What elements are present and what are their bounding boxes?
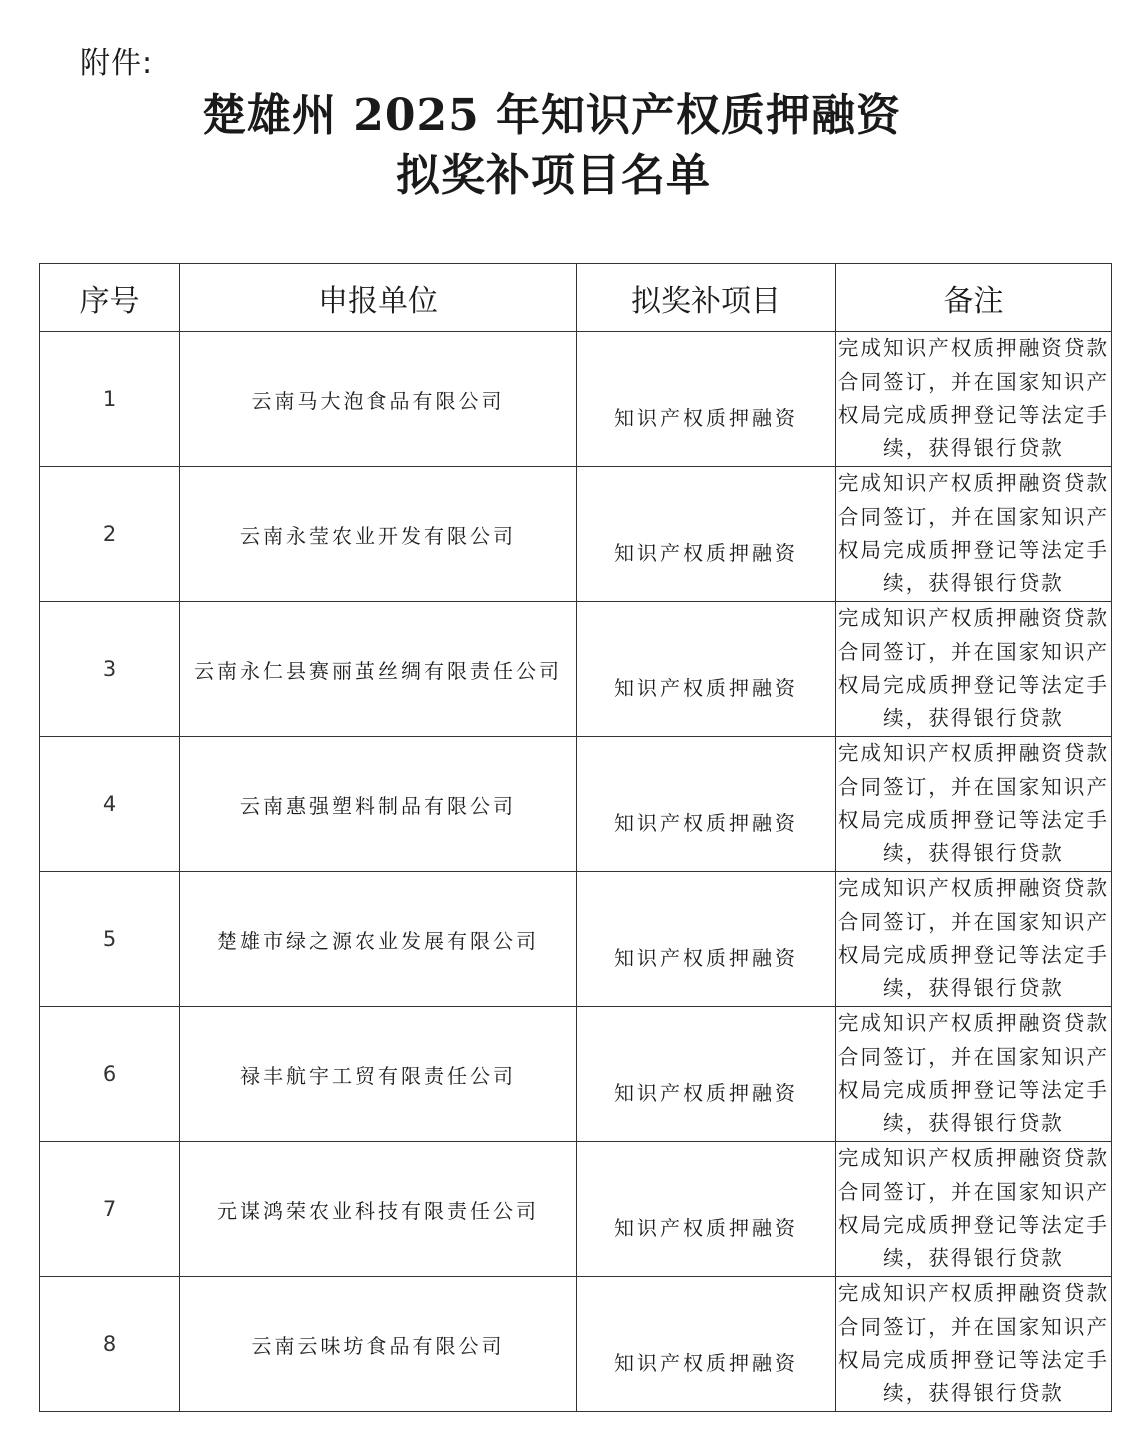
row-seq: 7 [40, 1142, 180, 1277]
row-note: 完成知识产权质押融资贷款合同签订，并在国家知识产权局完成质押登记等法定手续，获得银行贷款 [836, 1007, 1112, 1142]
table-row [40, 737, 1112, 872]
row-project: 知识产权质押融资 [614, 810, 798, 835]
header-unit: 申报单位 [180, 264, 577, 332]
row-project: 知识产权质押融资 [614, 675, 798, 700]
row-seq: 3 [40, 602, 180, 737]
row-project: 知识产权质押融资 [614, 1080, 798, 1105]
row-unit: 楚雄市绿之源农业发展有限公司 [180, 872, 577, 1007]
attachment-label: 附件: [80, 46, 154, 81]
row-project: 知识产权质押融资 [614, 1350, 798, 1375]
table-row [40, 1142, 1112, 1277]
header-note: 备注 [836, 264, 1112, 332]
row-unit: 禄丰航宇工贸有限责任公司 [180, 1007, 577, 1142]
row-seq: 5 [40, 872, 180, 1007]
row-note: 完成知识产权质押融资贷款合同签订，并在国家知识产权局完成质押登记等法定手续，获得银行贷款 [836, 872, 1112, 1007]
row-project-cell [577, 1007, 836, 1142]
row-project: 知识产权质押融资 [614, 540, 798, 565]
row-seq: 4 [40, 737, 180, 872]
row-unit: 元谋鸿荣农业科技有限责任公司 [180, 1142, 577, 1277]
row-seq: 6 [40, 1007, 180, 1142]
row-seq: 8 [40, 1277, 180, 1412]
row-project: 知识产权质押融资 [614, 945, 798, 970]
row-note: 完成知识产权质押融资贷款合同签订，并在国家知识产权局完成质押登记等法定手续，获得银行贷款 [836, 467, 1112, 602]
row-note: 完成知识产权质押融资贷款合同签订，并在国家知识产权局完成质押登记等法定手续，获得银行贷款 [836, 332, 1112, 467]
row-unit: 云南惠强塑料制品有限公司 [180, 737, 577, 872]
table-row [40, 1007, 1112, 1142]
table-row [40, 602, 1112, 737]
row-project-cell [577, 332, 836, 467]
row-note: 完成知识产权质押融资贷款合同签订，并在国家知识产权局完成质押登记等法定手续，获得银行贷款 [836, 1142, 1112, 1277]
row-project-cell [577, 1277, 836, 1412]
row-project: 知识产权质押融资 [614, 405, 798, 430]
row-unit: 云南云味坊食品有限公司 [180, 1277, 577, 1412]
row-project-cell [577, 1142, 836, 1277]
row-unit: 云南马大泡食品有限公司 [180, 332, 577, 467]
table-row [40, 1277, 1112, 1412]
row-project: 知识产权质押融资 [614, 1215, 798, 1240]
row-project-cell [577, 602, 836, 737]
row-seq: 1 [40, 332, 180, 467]
row-project-cell [577, 872, 836, 1007]
table-row [40, 872, 1112, 1007]
table-row [40, 332, 1112, 467]
row-note: 完成知识产权质押融资贷款合同签订，并在国家知识产权局完成质押登记等法定手续，获得银行贷款 [836, 602, 1112, 737]
row-note: 完成知识产权质押融资贷款合同签订，并在国家知识产权局完成质押登记等法定手续，获得银行贷款 [836, 1277, 1112, 1412]
row-unit: 云南永仁县赛丽茧丝绸有限责任公司 [180, 602, 577, 737]
row-note: 完成知识产权质押融资贷款合同签订，并在国家知识产权局完成质押登记等法定手续，获得银行贷款 [836, 737, 1112, 872]
row-project-cell [577, 467, 836, 602]
row-unit: 云南永莹农业开发有限公司 [180, 467, 577, 602]
row-seq: 2 [40, 467, 180, 602]
table-row [40, 467, 1112, 602]
header-project: 拟奖补项目 [577, 264, 836, 332]
document-title-line-1: 楚雄州 2025 年知识产权质押融资 [201, 90, 902, 141]
header-seq: 序号 [40, 264, 180, 332]
document-title-line-2: 拟奖补项目名单 [396, 150, 711, 201]
row-project-cell [577, 737, 836, 872]
table-header-row [40, 264, 1112, 332]
award-list-table [39, 263, 1112, 1412]
